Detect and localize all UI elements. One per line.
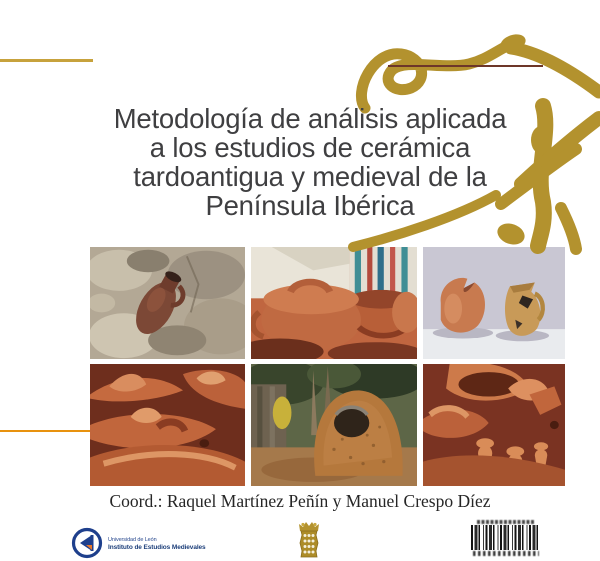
title-line-3: tardoantigua y medieval de la: [133, 161, 487, 192]
publisher-line-1: Universidad de León: [108, 537, 157, 543]
photo-pottery-group: [251, 247, 417, 359]
photo-closeup-pots: [423, 364, 565, 486]
title-line-1: Metodología de análisis aplicada: [113, 103, 507, 134]
photo-excavation: [90, 247, 245, 359]
coordinators-credit: Coord.: Raquel Martínez Peñín y Manuel Crespo Díez: [109, 491, 491, 511]
maroon-rule: [388, 65, 543, 67]
publisher-line-2: Instituto de Estudios Medievales: [108, 544, 206, 551]
title-line-4: Península Ibérica: [205, 190, 415, 221]
orange-rule: [0, 430, 90, 432]
barcode-isbn-text: [477, 520, 535, 524]
publisher-text: [108, 537, 238, 551]
gold-crest-icon: [295, 521, 323, 559]
title-line-2: a los estudios de cerámica: [149, 132, 471, 163]
photo-grid: [90, 247, 565, 486]
photo-closeup-handles: [90, 364, 245, 486]
top-gold-rule: [0, 59, 93, 62]
barcode-bars: [471, 525, 541, 550]
photo-clay-oven: [251, 364, 417, 486]
photo-two-vessels: [423, 247, 565, 359]
isbn-barcode-icon: [467, 520, 545, 558]
page-title: [50, 104, 570, 220]
barcode-digits: [473, 551, 539, 556]
university-logo-icon: [71, 527, 103, 559]
